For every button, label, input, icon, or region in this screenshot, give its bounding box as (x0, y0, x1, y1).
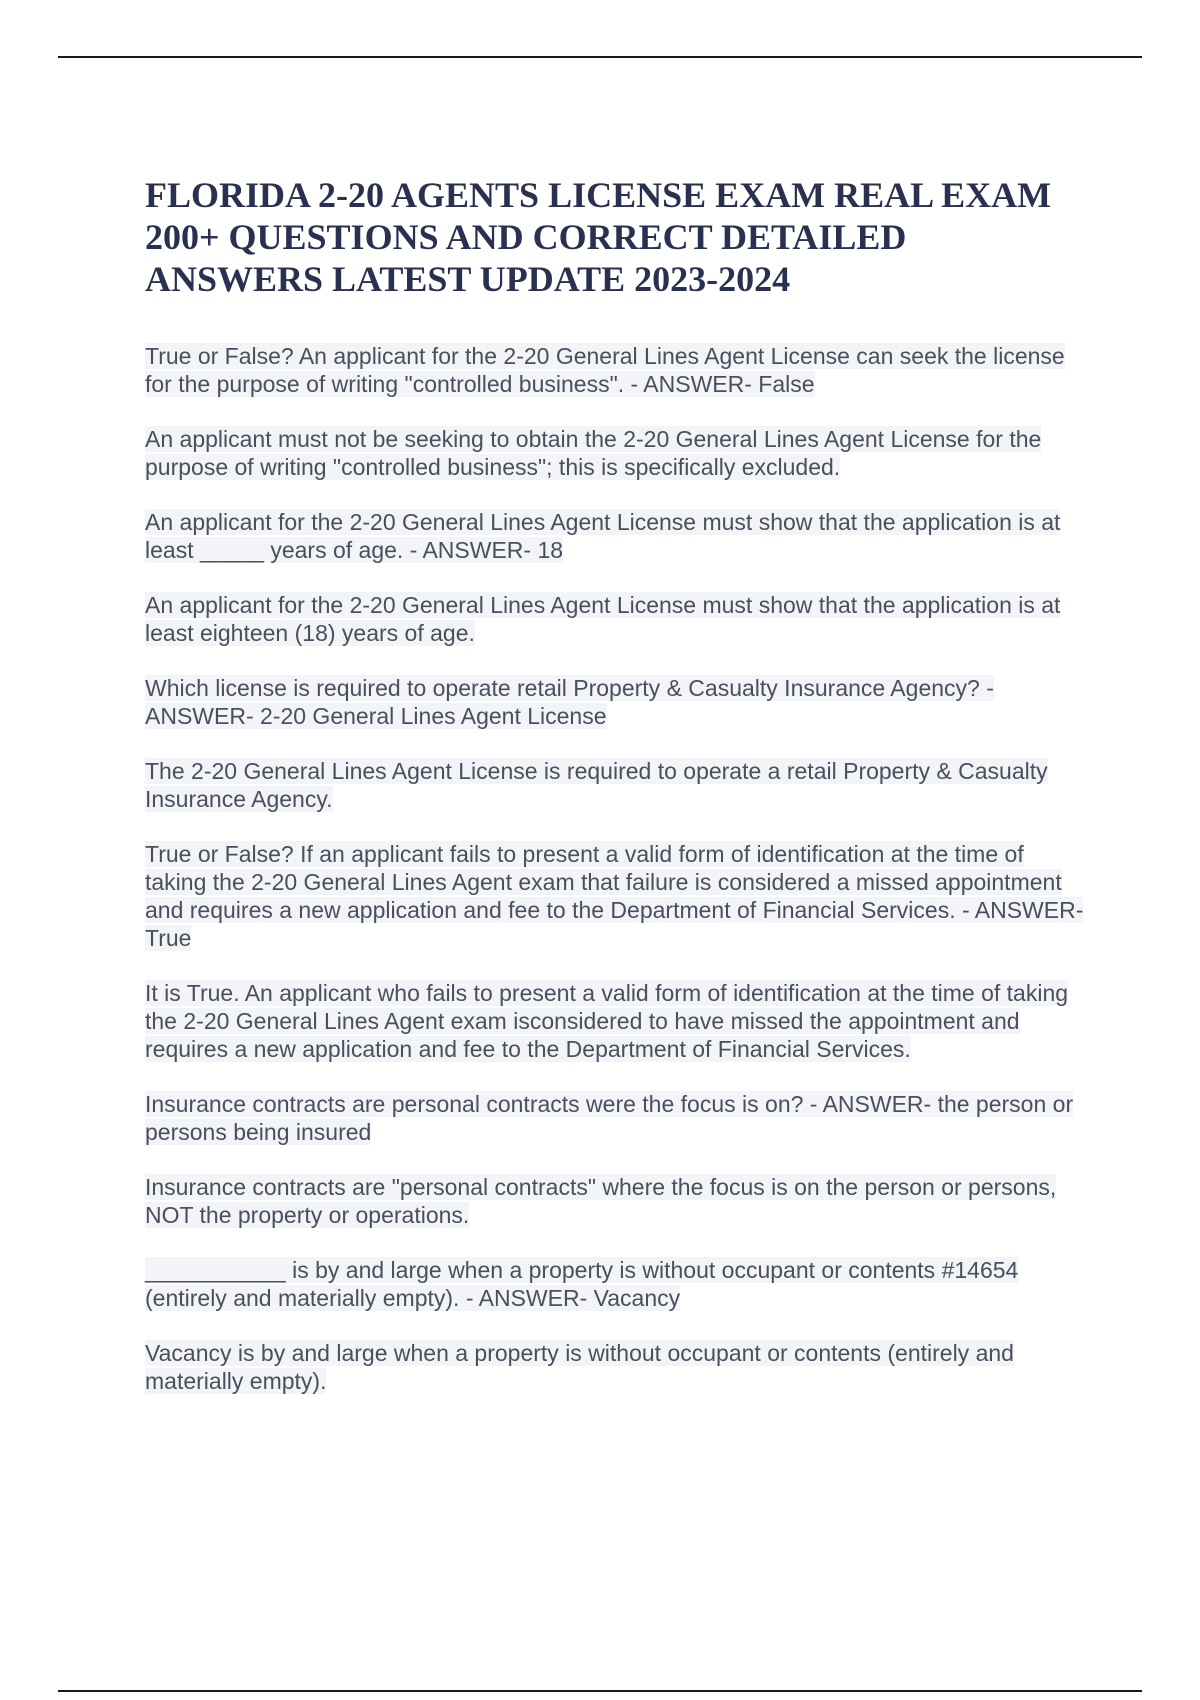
question-1 (145, 342, 1090, 398)
question-4-text: True or False? If an applicant fails to present a valid form of identification at the time of taking the 2-20 General Lines Agent exam that failure is considered a missed appointment and requires a new application and fee to the Department of Financial Services. - ANSWER- True (145, 841, 1084, 951)
question-2 (145, 508, 1090, 564)
explanation-4-text: It is True. An applicant who fails to present a valid form of identification at the time of taking the 2-20 General Lines Agent exam isconsidered to have missed the appointment and requires a new application and fee to the Department of Financial Services. (145, 980, 1069, 1062)
explanation-6 (145, 1339, 1090, 1395)
document-title: FLORIDA 2-20 AGENTS LICENSE EXAM REAL EXAM 200+ QUESTIONS AND CORRECT DETAILED ANSWERS LATEST UPDATE 2023-2024 (145, 175, 1052, 299)
explanation-3 (145, 757, 1090, 813)
explanation-5 (145, 1173, 1090, 1229)
explanation-1 (145, 425, 1090, 481)
explanation-5-text: Insurance contracts are "personal contracts" where the focus is on the person or persons, NOT the property or operations. (145, 1174, 1057, 1228)
explanation-2 (145, 591, 1090, 647)
question-4 (145, 840, 1090, 952)
explanation-6-text: Vacancy is by and large when a property is without occupant or contents (entirely and materially empty). (145, 1340, 1014, 1394)
question-5-text: Insurance contracts are personal contracts were the focus is on? - ANSWER- the person or persons being insured (145, 1091, 1074, 1145)
question-3 (145, 674, 1090, 730)
top-rule (58, 56, 1142, 58)
question-6-text: ___________ is by and large when a property is without occupant or contents #14654 (entirely and materially empty). - ANSWER- Vacancy (145, 1257, 1019, 1311)
explanation-3-text: The 2-20 General Lines Agent License is required to operate a retail Property & Casualty Insurance Agency. (145, 758, 1048, 812)
explanation-4 (145, 979, 1090, 1063)
question-3-text: Which license is required to operate retail Property & Casualty Insurance Agency? - ANSWER- 2-20 General Lines Agent License (145, 675, 994, 729)
explanation-2-text: An applicant for the 2-20 General Lines Agent License must show that the application is at least eighteen (18) years of age. (145, 592, 1061, 646)
document-body (145, 174, 1090, 1422)
bottom-rule (58, 1690, 1142, 1692)
question-6 (145, 1256, 1090, 1312)
question-2-text: An applicant for the 2-20 General Lines Agent License must show that the application is at least _____ years of age. - ANSWER- 18 (145, 509, 1061, 563)
explanation-1-text: An applicant must not be seeking to obtain the 2-20 General Lines Agent License for the purpose of writing "controlled business"; this is specifically excluded. (145, 426, 1042, 480)
question-5 (145, 1090, 1090, 1146)
question-1-text: True or False? An applicant for the 2-20 General Lines Agent License can seek the license for the purpose of writing "controlled business". - ANSWER- False (145, 343, 1065, 397)
